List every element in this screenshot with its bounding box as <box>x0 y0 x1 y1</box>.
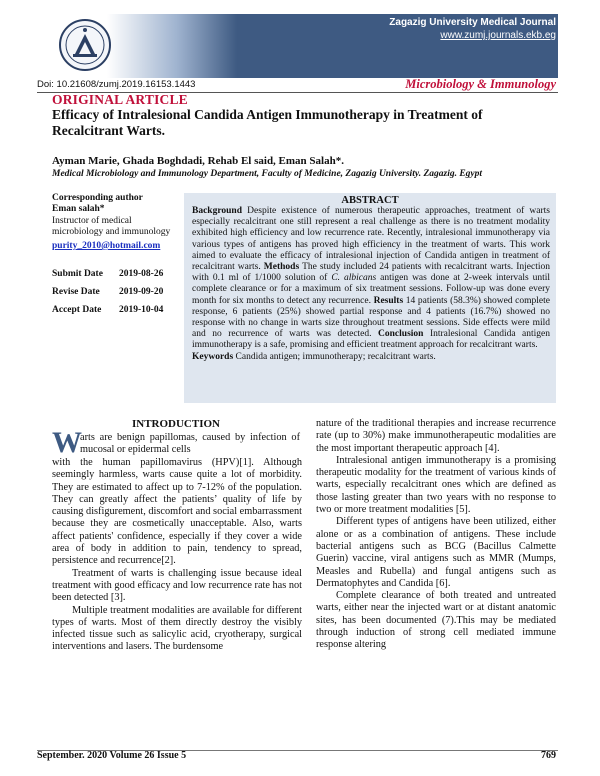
keywords-text: Candida antigen; immunotherapy; recalcitrant warts. <box>235 351 436 362</box>
page-number: 769 <box>541 750 556 761</box>
methods-label: Methods <box>263 262 300 273</box>
issue-info: September. 2020 Volume 26 Issue 5 <box>37 750 187 761</box>
intro-paragraph-start: arts are benign papillomas, caused by infection of mucosal or epidermal cells <box>80 432 300 456</box>
intro-paragraph-3: Multiple treatment modalities are available for different types of warts. Most of them directly destroy the visibly infected tissue such as salicylic acid, cryotherapy, surgical interventions and lasers. The burdensome <box>52 604 302 653</box>
revise-date-label: Revise Date <box>52 287 100 297</box>
methods-text-cont: antigen was done at 2-week intervals until complete clearance or for a maximum of six treatment sessions. Follow-up was done every month for six months to detect any recurrence. <box>192 273 551 306</box>
intro-column <box>52 457 302 654</box>
results-text: 14 patients (58.3%) showed complete response, 6 patients (25%) showed partial response and 4 patients (16.7%) showed no response with no change in warts size throughout treatment sessions. Side effects were mild and no recurrence of warts was detected. <box>192 295 551 340</box>
revise-date-value: 2019-09-20 <box>119 287 164 297</box>
corresponding-author-role: Instructor of medical microbiology and immunology <box>52 216 171 237</box>
introduction-heading: INTRODUCTION <box>131 418 220 430</box>
journal-name: Zagazig University Medical Journal <box>389 17 556 28</box>
article-title: Efficacy of Intralesional Candida Antigen Immunotherapy in Treatment of Recalcitrant Warts. <box>52 107 483 138</box>
corresponding-author-email[interactable]: purity_2010@hotmail.com <box>52 241 161 251</box>
col2-paragraph-1: nature of the traditional therapies and increase recurrence rate (up to 30%) make immunotherapeutic modalities are the most important therapeutic approach [4]. <box>316 418 556 454</box>
doi-text[interactable]: Doi: 10.21608/zumj.2019.16153.1443 <box>37 79 196 90</box>
drop-cap: W <box>52 426 82 459</box>
corresponding-author-heading: Corresponding author <box>52 193 143 203</box>
intro-paragraph-1: with the human papillomavirus (HPV)[1]. Although seemingly harmless, warts cause quite a lot of morbidity. They are estimated to affect up to 7-12% of the population. They can greatly affect the patients’ quality of life by causing disfigurement, discomfort and social embarrassment because they are cosmetically unacceptable. Also, warts affect patients' confidence, especially if they cover a wide area of body in addition to pain, tendency to spread, persistence and recurrence[2]. <box>52 457 302 567</box>
background-text: Despite existence of numerous therapeutic approaches, treatment of warts especially recalcitrant one still represent a real challenge as there is no treatment modality exhibited high efficiency and low recurrence rate. Recently, intralesional immunotherapy via various types of antigens has proved high efficiency in the treatment of warts. This work aimed to evaluate the efficacy of intralesional injection of Candida antigen in treatment of recalcitrant warts. <box>192 206 551 273</box>
col2-paragraph-2: Intralesional antigen immunotherapy is a promising therapeutic modality for the treatment of various kinds of warts, especially recalcitrant ones which are defined as those lasting greater than two years with no response to two or more treatment modalities [5]. <box>316 454 556 516</box>
submit-date-label: Submit Date <box>52 269 103 279</box>
col2-paragraph-3: Different types of antigens have been utilized, either alone or as a combination of antigens. These include bacterial antigens such as BCG (Bacillus Calmette Guerin) vaccine, viral antigens such as MMR (Mumps, Measles and Rubella) and fungal antigens such as Dermatophytes and Candida [6]. <box>316 516 556 589</box>
journal-url-link[interactable]: www.zumj.journals.ekb.eg <box>440 30 556 41</box>
submit-date-value: 2019-08-26 <box>119 269 164 279</box>
article-type: ORIGINAL ARTICLE <box>52 92 188 107</box>
conclusion-text: Intralesional Candida antigen immunotherapy is a safe, promising and efficient treatment approach for recalcitrant warts. <box>192 329 551 351</box>
abstract-heading: ABSTRACT <box>341 195 399 206</box>
abstract-body <box>192 206 550 363</box>
col2-paragraph-4: Complete clearance of both treated and untreated warts, either near the injected wart or at distant anatomic sites, has been documented (7).This may be mediated through induction of strong cell mediated immune response altering <box>316 590 556 651</box>
university-seal-icon <box>58 18 112 72</box>
species-name: C. albicans <box>331 273 377 284</box>
background-label: Background <box>192 206 242 216</box>
conclusion-label: Conclusion <box>378 329 424 340</box>
section-label: Microbiology & Immunology <box>405 77 556 91</box>
affiliation: Medical Microbiology and Immunology Department, Faculty of Medicine, Zagazig University. Zagazig. Egypt <box>52 169 483 179</box>
author-list: Ayman Marie, Ghada Boghdadi, Rehab El said, Eman Salah*. <box>52 155 344 167</box>
right-column <box>316 418 556 652</box>
methods-text: The study included 24 patients with recalcitrant warts. Injection with 0.1 ml of 1/1000 solution of <box>192 262 550 284</box>
keywords-label: Keywords <box>192 351 234 362</box>
accept-date-label: Accept Date <box>52 305 102 315</box>
accept-date-value: 2019-10-04 <box>119 305 164 315</box>
intro-paragraph-2: Treatment of warts is challenging issue because ideal treatment with good efficacy and low recurrence rate has not been detected [3]. <box>52 567 302 604</box>
results-label: Results <box>373 295 404 306</box>
corresponding-author-name: Eman salah* <box>52 204 105 214</box>
